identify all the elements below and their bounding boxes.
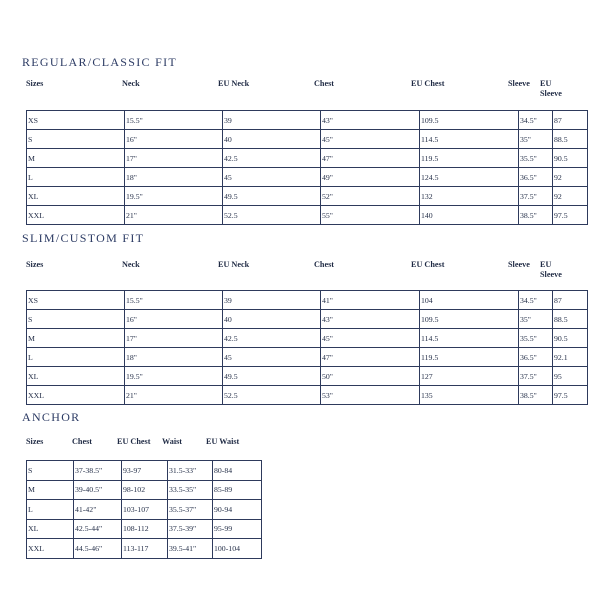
table-cell: 113-117 [122, 539, 168, 559]
table-row [27, 149, 588, 168]
table-cell: XXL [27, 206, 125, 225]
table-cell: 37.5-39" [168, 519, 213, 539]
table-cell: 92.1 [553, 348, 588, 367]
table-row [27, 291, 588, 310]
table-cell: 90.5 [553, 149, 588, 168]
table-cell: S [27, 130, 125, 149]
table-cell: S [27, 461, 74, 481]
table-cell: 41" [321, 291, 420, 310]
table-cell: 18" [125, 348, 223, 367]
table-cell: 16" [125, 130, 223, 149]
table-cell: 16" [125, 310, 223, 329]
table-cell: XS [27, 111, 125, 130]
table-cell: XL [27, 519, 74, 539]
table-cell: 98-102 [122, 480, 168, 500]
table-cell: 109.5 [420, 111, 519, 130]
table-cell: 124.5 [420, 168, 519, 187]
slim-header-0: Sizes [26, 260, 44, 269]
table-row [27, 367, 588, 386]
slim-header-1: Neck [122, 260, 140, 269]
table-cell: 140 [420, 206, 519, 225]
table-row [27, 519, 262, 539]
slim-header-3: Chest [314, 260, 335, 269]
table-cell: 45 [223, 168, 321, 187]
table-cell: 18" [125, 168, 223, 187]
table-cell: 87 [553, 111, 588, 130]
anchor-table [26, 460, 262, 559]
table-cell: 36.5" [519, 168, 553, 187]
table-cell: L [27, 500, 74, 520]
table-cell: 103-107 [122, 500, 168, 520]
slim-header-2: EU Neck [218, 260, 250, 269]
table-row [27, 386, 588, 405]
table-cell: 43" [321, 111, 420, 130]
table-cell: 127 [420, 367, 519, 386]
slim-fit-table [26, 290, 588, 405]
regular-header-0: Sizes [26, 79, 44, 88]
table-cell: 108-112 [122, 519, 168, 539]
table-cell: 45" [321, 329, 420, 348]
anchor-header-4: EU Waist [206, 437, 240, 446]
table-cell: 35.5" [519, 329, 553, 348]
table-cell: 49.5 [223, 367, 321, 386]
table-cell: 21" [125, 386, 223, 405]
table-cell: 38.5" [519, 206, 553, 225]
table-cell: 21" [125, 206, 223, 225]
table-cell: 39 [223, 291, 321, 310]
anchor-title: ANCHOR [22, 410, 81, 424]
table-cell: 15.5" [125, 291, 223, 310]
anchor-header-3: Waist [162, 437, 183, 446]
slim-fit-title: SLIM/CUSTOM FIT [22, 231, 145, 245]
table-cell: M [27, 329, 125, 348]
table-cell: 80-84 [213, 461, 262, 481]
table-cell: 35.5-37" [168, 500, 213, 520]
table-cell: 35" [519, 130, 553, 149]
table-cell: 34.5" [519, 111, 553, 130]
regular-header-2: EU Neck [218, 79, 250, 88]
table-cell: XL [27, 187, 125, 206]
table-cell: 43" [321, 310, 420, 329]
table-cell: 50" [321, 367, 420, 386]
table-row [27, 539, 262, 559]
table-cell: 41-42" [74, 500, 122, 520]
regular-header-5: Sleeve [508, 79, 530, 88]
table-cell: 90-94 [213, 500, 262, 520]
table-cell: S [27, 310, 125, 329]
table-cell: 93-97 [122, 461, 168, 481]
table-cell: 33.5-35" [168, 480, 213, 500]
slim-header-5: Sleeve [508, 260, 530, 269]
table-cell: 92 [553, 168, 588, 187]
table-row [27, 206, 588, 225]
table-cell: 34.5" [519, 291, 553, 310]
table-cell: 45" [321, 130, 420, 149]
table-row [27, 130, 588, 149]
table-cell: 35" [519, 310, 553, 329]
table-cell: 88.5 [553, 310, 588, 329]
table-cell: 52.5 [223, 206, 321, 225]
table-cell: 47" [321, 149, 420, 168]
table-cell: 45 [223, 348, 321, 367]
table-cell: M [27, 149, 125, 168]
table-cell: 49.5 [223, 187, 321, 206]
table-cell: 87 [553, 291, 588, 310]
table-row [27, 168, 588, 187]
table-cell: 109.5 [420, 310, 519, 329]
table-cell: 95-99 [213, 519, 262, 539]
table-cell: XXL [27, 386, 125, 405]
table-row [27, 480, 262, 500]
table-cell: 37-38.5" [74, 461, 122, 481]
table-row [27, 329, 588, 348]
table-cell: XXL [27, 539, 74, 559]
regular-header-3: Chest [314, 79, 335, 88]
table-cell: 37.5" [519, 367, 553, 386]
table-cell: 114.5 [420, 329, 519, 348]
table-cell: M [27, 480, 74, 500]
regular-header-1: Neck [122, 79, 140, 88]
table-cell: 55" [321, 206, 420, 225]
slim-header-4: EU Chest [411, 260, 445, 269]
regular-fit-table [26, 110, 588, 225]
table-cell: 114.5 [420, 130, 519, 149]
table-cell: 37.5" [519, 187, 553, 206]
table-row [27, 348, 588, 367]
table-cell: 40 [223, 130, 321, 149]
table-cell: 42.5 [223, 149, 321, 168]
table-cell: XS [27, 291, 125, 310]
table-cell: 49" [321, 168, 420, 187]
table-row [27, 187, 588, 206]
table-cell: 52.5 [223, 386, 321, 405]
table-cell: 39-40.5" [74, 480, 122, 500]
table-cell: 119.5 [420, 149, 519, 168]
table-cell: 97.5 [553, 386, 588, 405]
regular-header-6: EU Sleeve [540, 79, 562, 98]
table-cell: 135 [420, 386, 519, 405]
table-cell: 39.5-41" [168, 539, 213, 559]
table-cell: 47" [321, 348, 420, 367]
table-cell: 104 [420, 291, 519, 310]
table-cell: 36.5" [519, 348, 553, 367]
table-cell: 90.5 [553, 329, 588, 348]
table-cell: 31.5-33" [168, 461, 213, 481]
table-row [27, 310, 588, 329]
table-cell: 85-89 [213, 480, 262, 500]
table-cell: 42.5-44" [74, 519, 122, 539]
table-cell: L [27, 348, 125, 367]
table-cell: 19.5" [125, 367, 223, 386]
table-cell: 97.5 [553, 206, 588, 225]
table-cell: 44.5-46" [74, 539, 122, 559]
table-cell: 119.5 [420, 348, 519, 367]
table-cell: 100-104 [213, 539, 262, 559]
table-cell: 42.5 [223, 329, 321, 348]
table-cell: 17" [125, 149, 223, 168]
table-cell: 15.5" [125, 111, 223, 130]
slim-header-6: EU Sleeve [540, 260, 562, 279]
table-cell: 52" [321, 187, 420, 206]
table-cell: 95 [553, 367, 588, 386]
table-cell: 38.5" [519, 386, 553, 405]
table-cell: 40 [223, 310, 321, 329]
anchor-header-2: EU Chest [117, 437, 151, 446]
table-cell: 39 [223, 111, 321, 130]
regular-header-4: EU Chest [411, 79, 445, 88]
table-cell: 53" [321, 386, 420, 405]
table-row [27, 461, 262, 481]
table-cell: XL [27, 367, 125, 386]
table-cell: 92 [553, 187, 588, 206]
table-row [27, 111, 588, 130]
anchor-header-0: Sizes [26, 437, 44, 446]
table-cell: 35.5" [519, 149, 553, 168]
table-cell: 132 [420, 187, 519, 206]
table-cell: 88.5 [553, 130, 588, 149]
anchor-header-1: Chest [72, 437, 93, 446]
table-cell: 17" [125, 329, 223, 348]
table-cell: L [27, 168, 125, 187]
regular-fit-title: REGULAR/CLASSIC FIT [22, 55, 178, 69]
table-cell: 19.5" [125, 187, 223, 206]
table-row [27, 500, 262, 520]
